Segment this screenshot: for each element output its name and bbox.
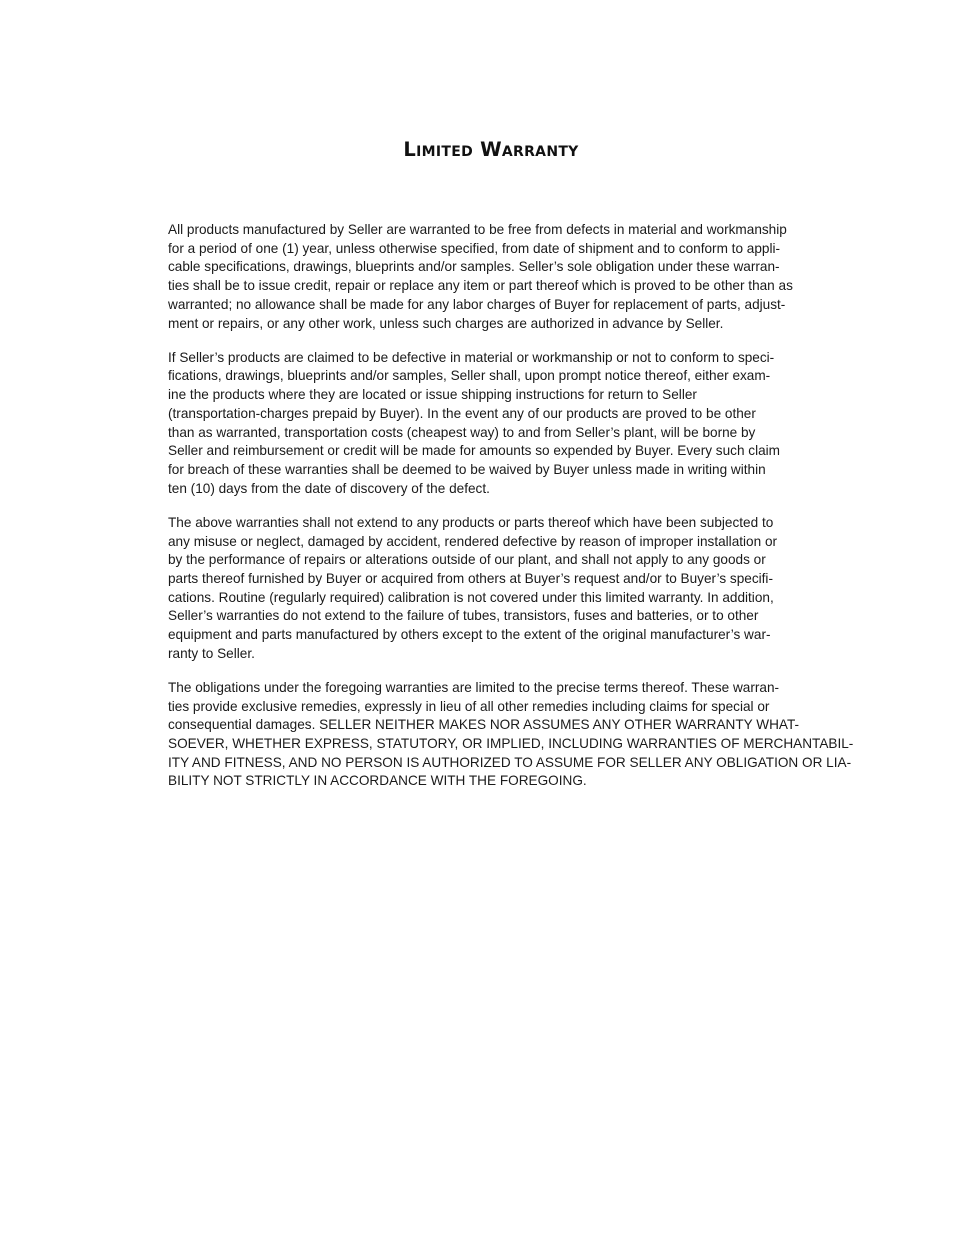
text-line: by the performance of repairs or alterations outside of our plant, and shall not apply to any goods or: [168, 552, 766, 568]
text-line: ine the products where they are located or issue shipping instructions for return to Seller: [168, 387, 697, 403]
text-line: SOEVER, WHETHER EXPRESS, STATUTORY, OR IMPLIED, INCLUDING WARRANTIES OF MERCHANTABIL-: [168, 736, 854, 752]
text-line: for breach of these warranties shall be deemed to be waived by Buyer unless made in writing within: [168, 461, 766, 477]
text-line: ranty to Seller.: [168, 645, 255, 661]
text-line: consequential damages. SELLER NEITHER MAKES NOR ASSUMES ANY OTHER WARRANTY WHAT-: [168, 717, 800, 733]
text-line: fications, drawings, blueprints and/or samples, Seller shall, upon prompt notice thereof, either exam-: [168, 368, 771, 384]
paragraph-defect-claims: [168, 349, 814, 499]
text-line: All products manufactured by Seller are warranted to be free from defects in material and workmanship: [168, 222, 787, 237]
text-line: Seller and reimbursement or credit will be made for amounts so expended by Buyer. Every such claim: [168, 443, 781, 459]
text-line: If Seller’s products are claimed to be defective in material or workmanship or not to conform to speci-: [168, 349, 775, 365]
text-line: ties shall be to issue credit, repair or replace any item or part thereof which is proved to be other than as: [168, 278, 793, 294]
warranty-body: [168, 221, 854, 807]
text-line: (transportation-charges prepaid by Buyer). In the event any of our products are proved to be other: [168, 405, 756, 421]
text-line: cable specifications, drawings, blueprints and/or samples. Seller’s sole obligation under these warran-: [168, 259, 780, 275]
text-line: than as warranted, transportation costs (cheapest way) to and from Seller’s plant, will be borne by: [168, 424, 756, 440]
text-line: ITY AND FITNESS, AND NO PERSON IS AUTHORIZED TO ASSUME FOR SELLER ANY OBLIGATION OR LIA-: [168, 754, 852, 770]
text-line: ten (10) days from the date of discovery of the defect.: [168, 480, 490, 496]
text-line: BILITY NOT STRICTLY IN ACCORDANCE WITH THE FOREGOING.: [168, 773, 587, 789]
text-line: equipment and parts manufactured by others except to the extent of the original manufacturer’s war-: [168, 627, 771, 643]
text-line: any misuse or neglect, damaged by accident, rendered defective by reason of improper installation or: [168, 533, 778, 549]
text-line: cations. Routine (regularly required) calibration is not covered under this limited warranty. In addition,: [168, 589, 774, 605]
text-line: ment or repairs, or any other work, unless such charges are authorized in advance by Seller.: [168, 315, 724, 331]
text-line: for a period of one (1) year, unless otherwise specified, from date of shipment and to conform to appli-: [168, 240, 781, 256]
document-title: Limited Warranty: [403, 138, 579, 161]
text-line: The obligations under the foregoing warranties are limited to the precise terms thereof. These warran-: [168, 679, 780, 695]
paragraph-warranty-terms: [168, 221, 814, 333]
text-line: The above warranties shall not extend to any products or parts thereof which have been subjected to: [168, 514, 774, 530]
text-line: Seller’s warranties do not extend to the failure of tubes, transistors, fuses and batteries, or to other: [168, 608, 759, 624]
text-line: parts thereof furnished by Buyer or acquired from others at Buyer’s request and/or to Buyer’s specifi-: [168, 570, 773, 586]
text-line: ties provide exclusive remedies, expressly in lieu of all other remedies including claims for special or: [168, 698, 770, 714]
text-line: warranted; no allowance shall be made for any labor charges of Buyer for replacement of parts, adjust-: [168, 296, 786, 312]
paragraph-exclusions: [168, 514, 814, 664]
paragraph-limitations: [168, 679, 854, 791]
